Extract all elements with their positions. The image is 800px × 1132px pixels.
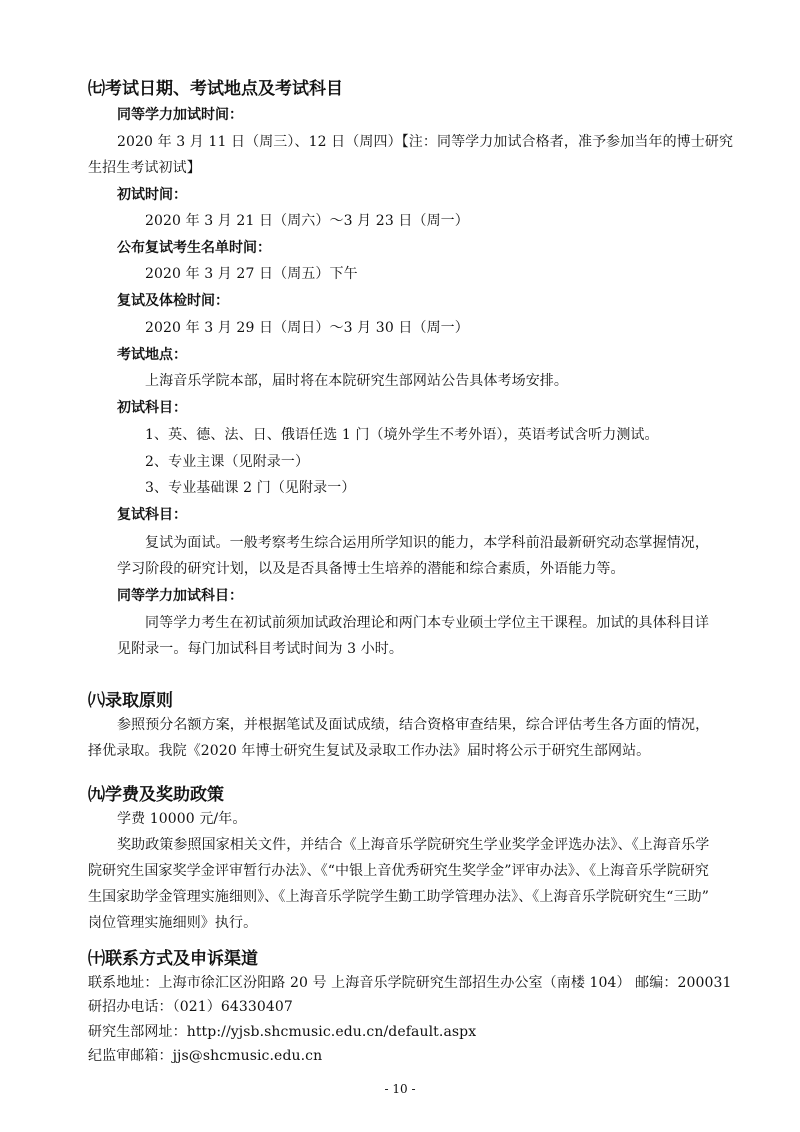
equiv-subject-label: 同等学力加试科目：	[117, 588, 243, 604]
place-label: 考试地点：	[117, 347, 187, 363]
prelim-time-label: 初试时间：	[117, 187, 187, 203]
retest-time-label: 复试及体检时间：	[117, 293, 229, 309]
prelim-subject-item: 1、英、德、法、日、俄语任选 1 门（境外学生不考外语），英语考试含听力测试。	[145, 427, 659, 443]
admission-line-2: 择优录取。我院《2020 年博士研究生复试及录取工作办法》届时将公示于研究生部网站。	[88, 743, 651, 759]
section-10-heading: ㈩联系方式及申诉渠道	[88, 949, 258, 969]
page-number: - 10 -	[384, 1082, 416, 1096]
section-9-heading: ㈨学费及奖助政策	[88, 785, 224, 805]
equiv-subject-line-2: 见附录一。每门加试科目考试时间为 3 小时。	[117, 641, 404, 657]
contact-website[interactable]: 研究生部网址：http://yjsb.shcmusic.edu.cn/default.aspx	[88, 1024, 477, 1040]
tuition-fee: 学费 10000 元/年。	[117, 811, 247, 827]
place-text: 上海音乐学院本部，届时将在本院研究生部网站公告具体考场安排。	[145, 373, 568, 389]
list-time: 2020 年 3 月 27 日（周五）下午	[145, 266, 358, 282]
admission-line-1: 参照预分名额方案，并根据笔试及面试成绩，结合资格审查结果，综合评估考生各方面的情况，	[117, 717, 710, 733]
scholarship-line-3: 生国家助学金管理实施细则》、《上海音乐学院学生勤工助学管理办法》、《上海音乐学院研究生“三助”	[88, 889, 710, 905]
section-7-heading: ㈦考试日期、考试地点及考试科目	[88, 79, 343, 99]
section-8-heading: ㈧录取原则	[88, 691, 173, 711]
prelim-subject-label: 初试科目：	[117, 400, 187, 416]
scholarship-line-4: 岗位管理实施细则》执行。	[88, 915, 258, 931]
equiv-time-line-1: 2020 年 3 月 11 日（周三）、12 日（周四）【注：同等学力加试合格者，准予参加当年的博士研究	[117, 134, 734, 150]
equiv-time-label: 同等学力加试时间：	[117, 107, 243, 123]
contact-phone: 研招办电话：（021）64330407	[88, 999, 293, 1015]
retest-subject-label: 复试科目：	[117, 507, 187, 523]
retest-time: 2020 年 3 月 29 日（周日）～3 月 30 日（周一）	[145, 320, 469, 336]
scholarship-line-2: 院研究生国家奖学金评审暂行办法》、《“中银上音优秀研究生奖学金”评审办法》、《上海音乐学院研究	[88, 863, 710, 879]
retest-subject-line-1: 复试为面试。一般考察考生综合运用所学知识的能力，本学科前沿最新研究动态掌握情况，	[145, 535, 709, 551]
contact-address: 联系地址：上海市徐汇区汾阳路 20 号 上海音乐学院研究生部招生办公室（南楼 104） 邮编：200031	[88, 975, 732, 991]
list-time-label: 公布复试考生名单时间：	[117, 240, 271, 256]
equiv-time-line-2: 生招生考试初试】	[88, 160, 201, 176]
retest-subject-line-2: 学习阶段的研究计划，以及是否具备博士生培养的潜能和综合素质，外语能力等。	[117, 561, 625, 577]
contact-email[interactable]: 纪监审邮箱：jjs@shcmusic.edu.cn	[88, 1048, 323, 1064]
prelim-time: 2020 年 3 月 21 日（周六）～3 月 23 日（周一）	[145, 213, 469, 229]
scholarship-line-1: 奖助政策参照国家相关文件，并结合《上海音乐学院研究生学业奖学金评选办法》、《上海音乐学	[117, 837, 710, 853]
prelim-subject-item: 2、专业主课（见附录一）	[145, 454, 310, 470]
prelim-subject-item: 3、专业基础课 2 门（见附录一）	[145, 480, 356, 496]
equiv-subject-line-1: 同等学力考生在初试前须加试政治理论和两门本专业硕士学位主干课程。加试的具体科目详	[145, 615, 709, 631]
